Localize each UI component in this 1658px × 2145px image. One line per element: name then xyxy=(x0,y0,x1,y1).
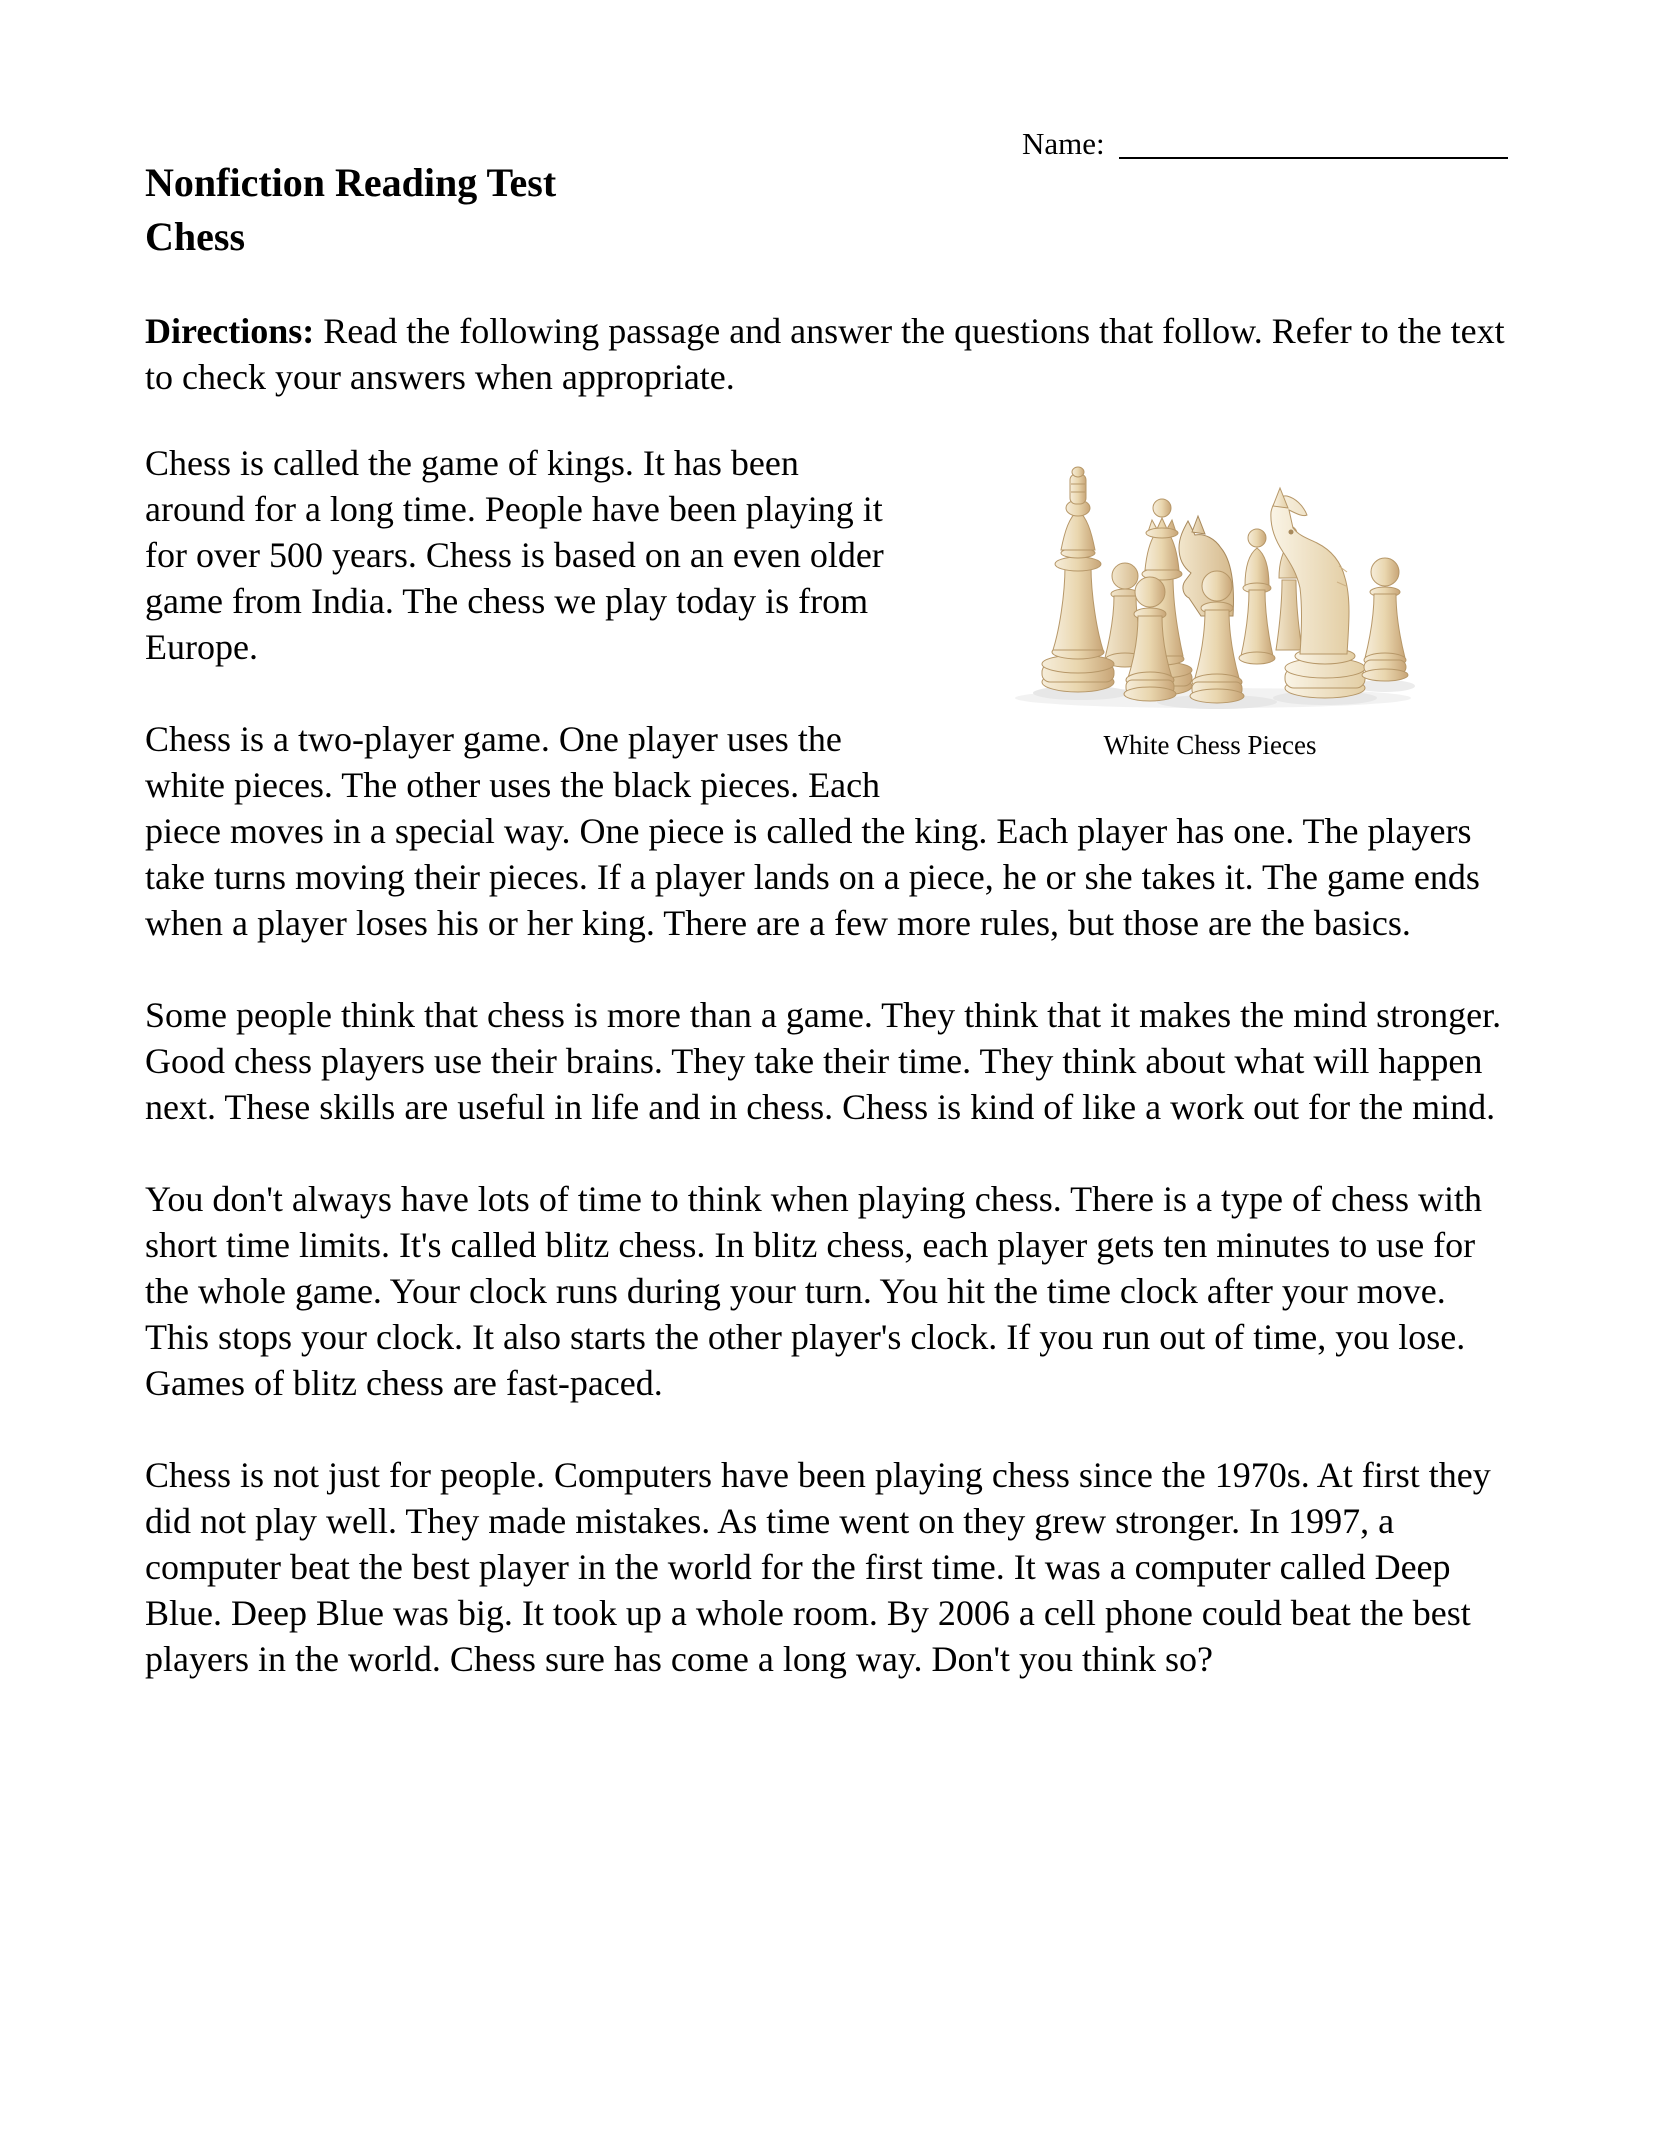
king-piece xyxy=(1042,467,1114,692)
chess-image-caption: White Chess Pieces xyxy=(1103,730,1317,760)
right-pawn-piece xyxy=(1362,558,1408,681)
rear-knight-piece xyxy=(1179,516,1234,616)
page-subtitle: Chess xyxy=(145,214,246,259)
directions-text: Read the following passage and answer the questions that follow. Refer to the text to check your answers when appropriate. xyxy=(145,311,1505,397)
passage-paragraph-4: You don't always have lots of time to think when playing chess. There is a type of chess with short time limits. It's called blitz chess. In blitz chess, each player gets ten minutes to use for the whole game. Your clock runs during your turn. You hit the time clock after your move. This stops your clock. It also starts the other player's clock. If you run out of time, you lose. Games of blitz chess are fast-paced. xyxy=(145,1179,1482,1403)
page-title: Nonfiction Reading Test xyxy=(145,160,557,205)
name-label: Name: xyxy=(1022,125,1105,161)
page-content xyxy=(0,156,1658,1682)
title-block xyxy=(145,156,1510,264)
bishop-piece xyxy=(1239,529,1275,664)
directions-label: Directions: xyxy=(145,311,315,351)
name-row xyxy=(1022,110,1508,162)
passage-paragraph-3: Some people think that chess is more than a game. They think that it makes the mind stronger. Good chess players use their brains. They take their time. They think about what will happen next. These skills are useful in life and in chess. Chess is kind of like a work out for the mind. xyxy=(145,995,1502,1127)
directions xyxy=(145,308,1510,400)
passage-paragraph-1: Chess is called the game of kings. It has been around for a long time. People have been playing it for over 500 years. Chess is based on an even older game from India. The chess we play today is from Europe. xyxy=(145,443,884,667)
passage-paragraph-5: Chess is not just for people. Computers have been playing chess since the 1970s. At first they did not play well. They made mistakes. As time went on they grew stronger. In 1997, a computer beat the best player in the world for the first time. It was a computer called Deep Blue. Deep Blue was big. It took up a whole room. By 2006 a cell phone could beat the best players in the world. Chess sure has come a long way. Don't you think so? xyxy=(145,1455,1491,1679)
white-chess-pieces-image xyxy=(995,446,1425,716)
passage xyxy=(145,440,1510,1682)
name-blank-line xyxy=(1119,117,1508,159)
chess-figure xyxy=(910,446,1510,762)
passage-paragraph-2: Chess is a two-player game. One player uses the white pieces. The other uses the black pieces. Each piece moves in a special way. One piece is called the king. Each player has one. The players take turns moving their pieces. If a player lands on a piece, he or she takes it. The game ends when a player loses his or her king. There are a few more rules, but those are the basics. xyxy=(145,719,1480,943)
